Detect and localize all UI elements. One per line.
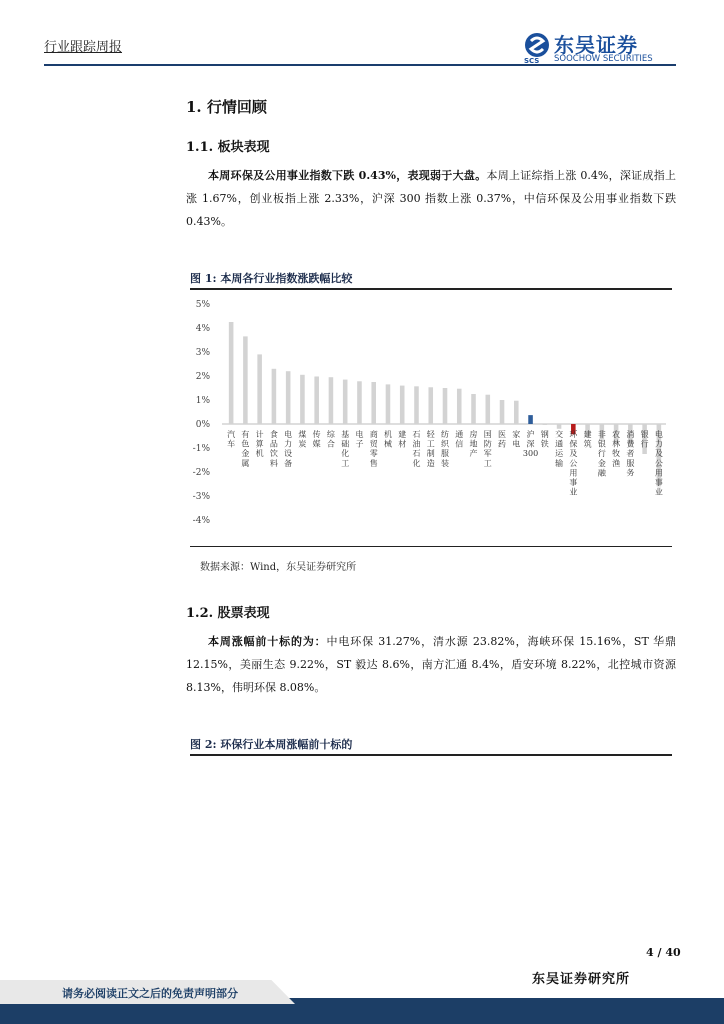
category-label: 电子: [355, 430, 364, 449]
category-label: 轻工制造: [426, 430, 435, 468]
figure2-title: 图 2: 环保行业本周涨幅前十标的: [190, 738, 353, 751]
y-tick-label: -2%: [192, 468, 210, 478]
bar: [528, 415, 533, 424]
bar: [314, 376, 319, 424]
y-tick-label: -1%: [192, 444, 210, 454]
bar: [272, 369, 277, 424]
category-label: 沪深 300: [522, 430, 539, 459]
figure1-bottom-rule: [190, 546, 672, 547]
bar: [386, 384, 391, 424]
bar: [229, 322, 234, 424]
stocks-body: 中电环保 31.27%，清水源 23.82%，海峡环保 15.16%，ST 华鼎 12.15%，美丽生态 9.22%，ST 毅达 8.6%，南方汇通 8.4%，盾安环境 8.22%，北控城市资源 8.13%，伟明环保 8.08%。: [186, 635, 677, 694]
bar: [300, 375, 305, 424]
category-label: 环保及公用事业: [569, 430, 578, 497]
category-label: 医药: [498, 430, 507, 449]
bar: [343, 380, 348, 424]
category-label: 综合: [326, 430, 335, 449]
stocks-lead: 本周涨幅前十标的为：: [208, 635, 327, 648]
brand-logo: [524, 30, 674, 66]
bar: [485, 395, 490, 424]
y-tick-label: 0%: [195, 420, 210, 430]
section-title: 1. 行情回顾: [186, 98, 267, 116]
y-tick-label: -3%: [192, 492, 210, 502]
bar: [543, 424, 548, 425]
y-tick-label: 1%: [195, 396, 210, 406]
bar: [500, 400, 505, 424]
bar: [557, 424, 562, 429]
category-label: 计算机: [255, 430, 264, 459]
figure1-source: 数据来源：Wind，东吴证券研究所: [200, 562, 357, 573]
subsection-title-stocks: 1.2. 股票表现: [186, 606, 270, 621]
industry-index-chart: [190, 292, 672, 542]
y-tick-label: 2%: [195, 372, 210, 382]
category-label: 电力设备: [284, 430, 293, 468]
bar: [257, 354, 262, 424]
bar: [428, 387, 433, 424]
figure2-top-rule: [190, 754, 672, 756]
brand-name-cn: 东吴证券: [554, 33, 638, 57]
page-number: 4 / 40: [646, 946, 681, 959]
stocks-paragraph: [186, 630, 676, 699]
bar: [514, 401, 519, 424]
category-label: 银行: [640, 430, 649, 449]
category-label: 纺织服装: [441, 430, 449, 468]
category-label: 汽车: [227, 430, 236, 449]
category-label: 国防军工: [483, 430, 492, 468]
category-label: 通信: [455, 430, 464, 449]
brand-logo-icon: [524, 32, 550, 58]
y-tick-label: 3%: [195, 348, 210, 358]
bar: [400, 386, 405, 424]
bar: [443, 388, 448, 424]
disclaimer-note: 请务必阅读正文之后的免责声明部分: [62, 987, 238, 1000]
sector-body: 本周上证综指上涨 0.4%，深证成指上涨 1.67%，创业板指上涨 2.33%，沪深 300 指数上涨 0.37%，中信环保及公用事业指数下跌 0.43%。: [186, 169, 676, 228]
category-label: 钢铁: [540, 430, 549, 449]
category-label: 家电: [512, 430, 521, 449]
bar: [243, 336, 248, 424]
category-label: 传媒: [312, 430, 321, 449]
footer-org: 东吴证券研究所: [532, 972, 631, 987]
category-label: 房地产: [469, 430, 478, 459]
figure1-title: 图 1: 本周各行业指数涨跌幅比较: [190, 272, 353, 285]
category-label: 机械: [383, 430, 392, 449]
category-label: 交通运输: [555, 430, 564, 468]
category-label: 商贸零售: [369, 430, 378, 468]
subsection-title-sector: 1.1. 板块表现: [186, 140, 270, 155]
category-label: 建材: [398, 430, 407, 449]
brand-name-en: SOOCHOW SECURITIES: [554, 54, 653, 64]
category-label: 电力及公用事业: [654, 430, 663, 497]
figure1-top-rule: [190, 288, 672, 290]
bar: [371, 382, 376, 424]
header-divider: [44, 64, 676, 66]
bar: [286, 371, 291, 424]
category-label: 食品饮料: [269, 430, 278, 468]
y-tick-label: 4%: [195, 324, 210, 334]
brand-abbr: SCS: [524, 57, 540, 65]
category-label: 有色金属: [241, 430, 250, 468]
bar: [329, 377, 334, 424]
category-label: 农林牧渔: [612, 430, 621, 468]
bar: [471, 394, 476, 424]
category-label: 煤炭: [298, 430, 307, 449]
sector-paragraph: [186, 164, 676, 233]
y-tick-label: 5%: [195, 300, 210, 310]
sector-lead: 本周环保及公用事业指数下跌 0.43%，表现弱于大盘。: [208, 169, 487, 182]
y-tick-label: -4%: [192, 516, 210, 526]
report-type-label: 行业跟踪周报: [44, 40, 123, 55]
bar: [457, 389, 462, 424]
category-label: 石油石化: [412, 430, 421, 468]
bar: [414, 386, 419, 424]
category-label: 基础化工: [341, 430, 350, 468]
category-label: 非银行金融: [597, 430, 606, 478]
category-label: 建筑: [583, 430, 592, 449]
bar: [357, 381, 362, 424]
category-label: 消费者服务: [626, 430, 635, 478]
